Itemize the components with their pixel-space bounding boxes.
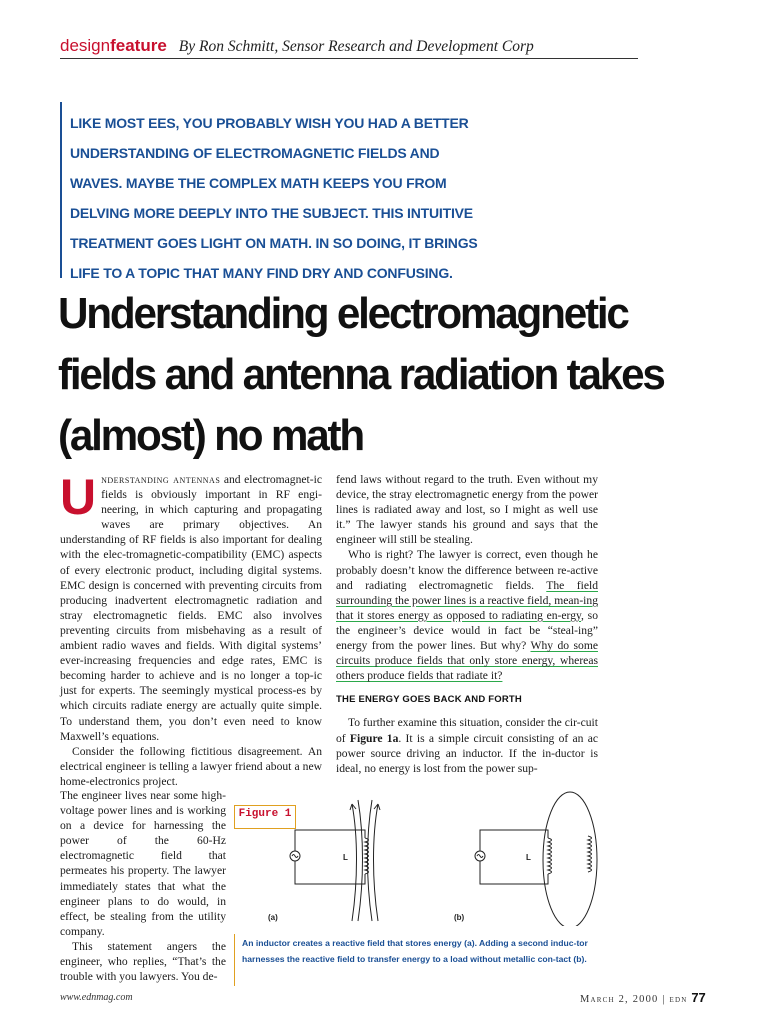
- paragraph-text: and electromagnet-ic fields is obviously important in RF engi-neering, in which capturing and propagating waves are primary objectives. An understanding of RF fields is also important for dealing with the elec-tromagnetic-compatibility (EMC) aspects of every electronic product, including digital systems. EMC design is concerned with preventing circuits from producing inadvertent electromagnetic radiation and stray electromagnetic fields. EMC also involves preventing circuits from misbehaving as a result of ambient radio waves and fields. With digital systems’ ever-increasing frequencies and edge rates, EMC is becoming harder to achieve and is no longer a top-ic just for experts. The seemingly mystical process-es by which circuits radiate energy are actually quite simple. To understand them, you don’t even need to know Maxwell’s equations.: [60, 473, 322, 743]
- circuit-b: [475, 792, 597, 926]
- byline: By Ron Schmitt, Sensor Research and Development Corp: [178, 38, 534, 55]
- body-column-2: [336, 472, 598, 776]
- body-paragraph: [60, 469, 322, 744]
- deck-intro: LIKE MOST EES, YOU PROBABLY WISH YOU HAD A BETTER UNDERSTANDING OF ELECTROMAGNETIC FIELDS AND WAVES. MAYBE THE COMPLEX MATH KEEPS YOU FROM DELVING MORE DEEPLY INTO THE SUBJECT. THIS INTUITIVE TREATMENT GOES LIGHT ON MATH. IN SO DOING, IT BRINGS LIFE TO A TOPIC THAT MANY FIND DRY AND CONFUSING.: [70, 115, 478, 281]
- figure-caption: An inductor creates a reactive field that stores energy (a). Adding a second induc-tor harnesses the reactive field to transfer energy to a load without metallic con-tact (b).: [242, 938, 588, 964]
- deck-accent-bar: [60, 102, 62, 278]
- department-header: [60, 36, 638, 60]
- underlined-text: Why do some circuits produce fields that only store energy, whereas others produce fields that radiate it?: [336, 639, 598, 683]
- lead-in: nderstanding antennas: [101, 473, 221, 486]
- subfigure-label-a: (a): [268, 913, 278, 922]
- footer-url: www.ednmag.com: [60, 992, 133, 1003]
- caption-accent-bar: [234, 934, 235, 986]
- footer-date: March 2, 2000: [580, 994, 659, 1005]
- drop-cap: U: [60, 469, 97, 525]
- field-line: [374, 804, 379, 921]
- body-paragraph: fend laws without regard to the truth. Even without my device, the stray electromagnetic energy from the power lines is radiated away and lost, so I might as well use it.” The lawyer stands his ground and says that the engineer will still be stealing.: [336, 473, 598, 547]
- body-paragraph: The engineer lives near some high-voltage power lines and is working on a device for harnessing the power of the 60-Hz electromagnetic field that permeates his property. The lawyer immediately states that what the engineer plans to do would, in effect, be stealing from the utility company.: [60, 789, 226, 938]
- footer-separator: |: [662, 994, 666, 1005]
- header-rule: [60, 58, 638, 59]
- department-suffix: feature: [110, 36, 167, 55]
- body-column-1: [60, 469, 322, 789]
- body-paragraph: [336, 715, 598, 775]
- load-coil: [588, 836, 592, 872]
- circuit-a-loop: [295, 830, 365, 884]
- inductor-label-a: L: [343, 853, 348, 862]
- body-paragraph: Consider the following fictitious disagreement. An electrical engineer is telling a lawyer friend about a new home-electronics project.: [60, 744, 322, 788]
- footer-publication: edn: [669, 994, 688, 1005]
- circuit-a: [290, 800, 380, 921]
- body-paragraph: This statement angers the engineer, who replies, “That’s the trouble with you lawyers. You de-: [60, 939, 226, 984]
- footer-folio: [580, 990, 706, 1005]
- underlined-text: The field surrounding the power lines is a reactive field, mean-ing that it stores energy as opposed to radiating en-ergy: [336, 578, 598, 622]
- field-line: [358, 800, 363, 921]
- figure-label: Figure 1: [238, 808, 292, 820]
- subfigure-label-b: (b): [454, 913, 465, 922]
- paragraph-text: . It is a simple circuit consisting of an ac power source driving an inductor. If the in-ductor is ideal, no energy is lost from the power sup-: [336, 731, 599, 775]
- article-headline: Understanding electromagnetic fields and antenna radiation takes (almost) no math: [58, 289, 664, 460]
- field-line: [352, 804, 357, 921]
- figure-reference: Figure 1a: [349, 731, 399, 745]
- section-subhead: THE ENERGY GOES BACK AND FORTH: [336, 694, 522, 706]
- body-paragraph: [336, 547, 598, 683]
- page-number: 77: [691, 990, 706, 1005]
- body-column-narrow: [60, 788, 226, 984]
- circuit-b-loop: [480, 830, 548, 884]
- paragraph-text: To further examine this situation, consider the cir-cuit of: [336, 716, 598, 745]
- paragraph-text: , so the engineer’s device would in fact be “steal-ing” energy from the power lines. But why?: [336, 608, 598, 653]
- paragraph-text: Who is right? The lawyer is correct, even though he probably doesn’t know the difference between re-active and radiating electromagnetic fields.: [336, 548, 598, 592]
- figure-1-diagram: [240, 786, 640, 926]
- department-prefix: design: [60, 36, 111, 55]
- inductor-label-b: L: [526, 853, 531, 862]
